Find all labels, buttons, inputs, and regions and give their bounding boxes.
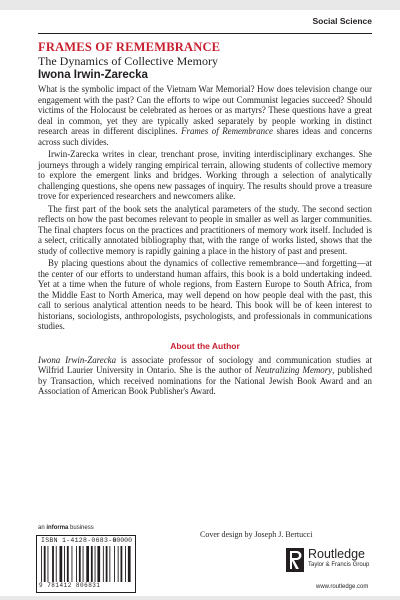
description-paragraph-4: By placing questions about the dynamics of collective remembrance—and forgetting—at the center of our efforts to understand human affairs, this book is a bold undertaking indeed. Yet at a time when the future of whole regions, from Eastern Europe to South Africa, from the Middle East to North America, may well depend on how people deal with the past, this call to serious analytical attention needs to be heard. This book will be of keen interest to historians, sociologists, anthropologists, psychologists, and professionals in communications studies. — [38, 258, 372, 331]
routledge-r-icon — [286, 548, 304, 572]
isbn-number: ISBN 1-4128-0683-6 — [41, 537, 117, 544]
category-label: Social Science — [312, 16, 372, 26]
book-subtitle: The Dynamics of Collective Memory — [38, 54, 218, 68]
p1-book-title-italic: Frames of Remembrance — [181, 126, 273, 136]
bio-author-name: Iwona Irwin-Zarecka — [38, 354, 117, 365]
back-cover-text — [38, 40, 372, 397]
top-edge-band — [0, 0, 400, 10]
p1-text-end: shares ideas and concerns across such divides. — [38, 126, 372, 147]
bio-book-title: Neutralizing Memory — [255, 365, 333, 375]
p1-text-start: What is the symbolic impact of the Vietnam War Memorial? How does television change our engagement with the past? Can the efforts to wipe out Communist legacies succeed? Should victims of the Holocaust be celebrated as heroes or as martyrs? These questions have a great deal in common, yet they are typically asked separately by people working in distinct research areas in different disciplines. — [38, 84, 372, 136]
header-rule — [38, 33, 372, 34]
barcode-digits: 9 781412 806831 — [39, 582, 101, 589]
informa-brand: informa — [46, 525, 69, 531]
barcode-bars — [41, 546, 131, 582]
about-author-heading: About the Author — [170, 340, 240, 351]
isbn-barcode — [36, 535, 136, 593]
informa-suffix: business — [70, 525, 94, 531]
description-paragraph-3: The first part of the book sets the analytical parameters of the study. The second section reflects on how the past becomes relevant to people in smaller as well as larger communities. The final chapters focus on the practices and practitioners of memory work itself. Included is a select, critically annotated bibliography that, with the range of works listed, shows that the study of collective memory is rapidly gaining a place in the history of past and present. — [38, 203, 372, 256]
publisher-group: Taylor & Francis Group — [308, 562, 370, 568]
bottom-edge-band — [0, 596, 400, 600]
cover-design-credit: Cover design by Joseph J. Bertucci — [200, 530, 313, 539]
informa-prefix: an — [38, 525, 45, 531]
publisher-website: www.routledge.com — [316, 584, 369, 590]
informa-business-mark — [38, 525, 94, 531]
bio-text-1: is associate professor of sociology and communication studies at Wilfrid Laurier University in Ontario. She is the author of — [38, 354, 372, 375]
price-code: 90000 — [112, 537, 132, 544]
description-paragraph-2: Irwin-Zarecka writes in clear, trenchant prose, inviting interdisciplinary exchanges. She journeys through a widely ranging empirical terrain, allowing students of collective memory to explore the emergent links and bridges. Working through a selection of analytically challenging questions, she opens new passages of inquiry. The results should prove a treasure trove for experienced researchers and newcomers alike. — [38, 149, 372, 201]
book-author: Iwona Irwin-Zarecka — [38, 69, 148, 81]
book-title: FRAMES OF REMEMBRANCE — [38, 40, 221, 54]
bio-text-2: , published by Transaction, which received nominations for the National Jewish Book Award and an Association of American Book Publisher's Award. — [38, 365, 373, 396]
description-paragraph-1 — [38, 84, 372, 147]
publisher-name: Routledge — [308, 547, 365, 561]
author-bio — [38, 355, 372, 397]
